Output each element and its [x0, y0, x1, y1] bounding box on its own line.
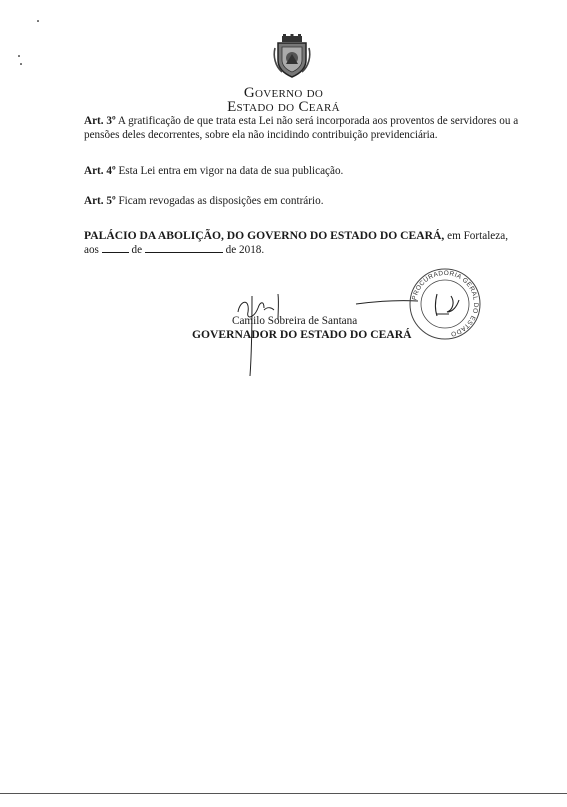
scan-speck [18, 55, 20, 57]
closing-aos: aos [84, 244, 99, 256]
header-cap: G [243, 85, 255, 101]
closing-year: de 2018. [225, 244, 265, 256]
header-small: OVERNO [254, 88, 303, 100]
header-cap: C [298, 99, 309, 115]
article-text: Ficam revogadas as disposições em contrário. [115, 195, 324, 207]
article-3 [84, 114, 524, 142]
svg-text:PROCURADORIA GERAL DO ESTADO: PROCURADORIA GERAL DO ESTADO [411, 269, 480, 338]
article-label: Art. 5º [84, 195, 116, 207]
day-blank [102, 243, 129, 253]
signer-title: GOVERNADOR DO ESTADO DO CEARÁ [192, 328, 412, 341]
article-5 [84, 194, 524, 208]
header-small: DO [277, 102, 295, 114]
procuradoria-stamp [407, 266, 483, 342]
article-label: Art. 4º [84, 165, 116, 177]
header-small: EARÁ [308, 102, 340, 114]
scan-speck [20, 63, 22, 65]
header-small: STADO [236, 102, 274, 114]
month-blank [145, 243, 223, 253]
footer-rule [0, 793, 567, 794]
header-cap: E [227, 99, 237, 115]
article-text: Esta Lei entra em vigor na data de sua publicação. [115, 165, 344, 177]
article-text: A gratificação de que trata esta Lei não será incorporada aos proventos de servidores ou a pensões deles decorrentes, sobre ela não incidindo contribuição previdenciária. [84, 115, 519, 141]
article-label: Art. 3º [84, 115, 116, 127]
closing-palace: PALÁCIO DA ABOLIÇÃO, DO GOVERNO DO ESTADO DO CEARÁ, [84, 229, 445, 242]
signer-name: Camilo Sobreira de Santana [232, 315, 358, 327]
header-small: DO [306, 88, 324, 100]
closing-de: de [131, 244, 143, 256]
article-4 [84, 164, 524, 178]
scan-speck [37, 20, 39, 22]
closing-place: em Fortaleza, [444, 230, 508, 242]
coat-of-arms-seal [272, 34, 312, 78]
closing-paragraph [84, 229, 524, 257]
